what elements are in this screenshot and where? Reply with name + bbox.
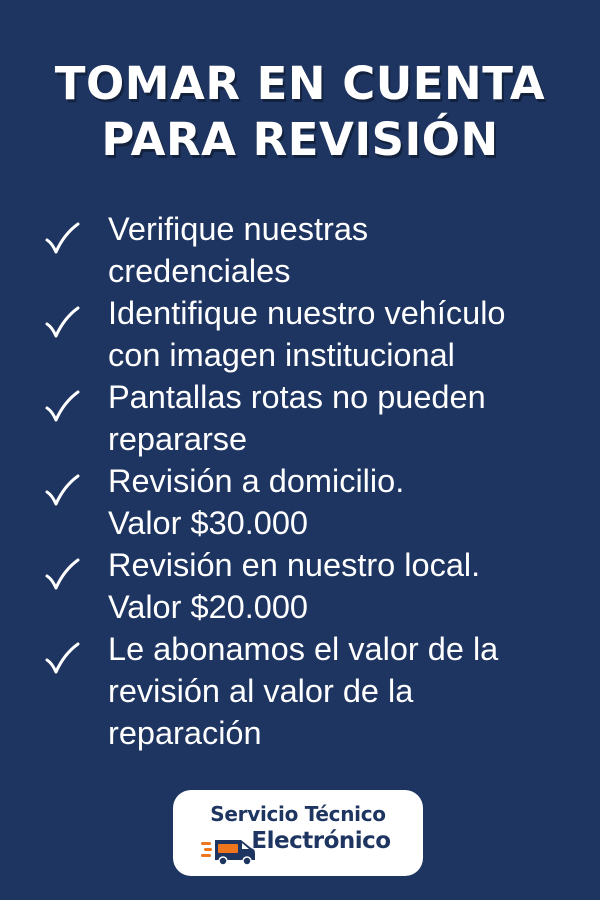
checklist-item-line: Identifique nuestro vehículo [108,295,506,331]
checklist-item-line: revisión al valor de la [108,673,414,709]
checklist-item-line: Valor $20.000 [108,589,308,625]
brand-name-line-1: Servicio Técnico [210,802,386,826]
checklist-item [0,628,600,754]
checklist-item [0,208,600,292]
checklist-item [0,292,600,376]
checklist-item-line: repararse [108,421,248,457]
check-icon [44,474,80,508]
check-icon [44,390,80,424]
check-icon [44,642,80,676]
brand-logo-badge [173,790,423,876]
checklist-item-line: Revisión en nuestro local. [108,547,481,583]
checklist-item-line: Verifique nuestras [108,211,369,247]
title-line-1: TOMAR EN CUENTA [54,57,546,110]
check-icon [44,558,80,592]
page-title [0,56,600,168]
checklist [0,208,600,754]
check-icon [44,306,80,340]
checklist-item [0,376,600,460]
checklist-item-line: Le abonamos el valor de la [108,631,499,667]
checklist-item-line: credenciales [108,253,291,289]
checklist-item [0,544,600,628]
checklist-item-line: Revisión a domicilio. [108,463,405,499]
checklist-item-line: Pantallas rotas no pueden [108,379,486,415]
checklist-item-line: Valor $30.000 [108,505,308,541]
brand-name-line-2: Electrónico [251,828,391,854]
checklist-item [0,460,600,544]
title-line-2: PARA REVISIÓN [101,113,499,166]
checklist-item-line: con imagen institucional [108,337,455,373]
check-icon [44,222,80,256]
checklist-item-line: reparación [108,715,262,751]
